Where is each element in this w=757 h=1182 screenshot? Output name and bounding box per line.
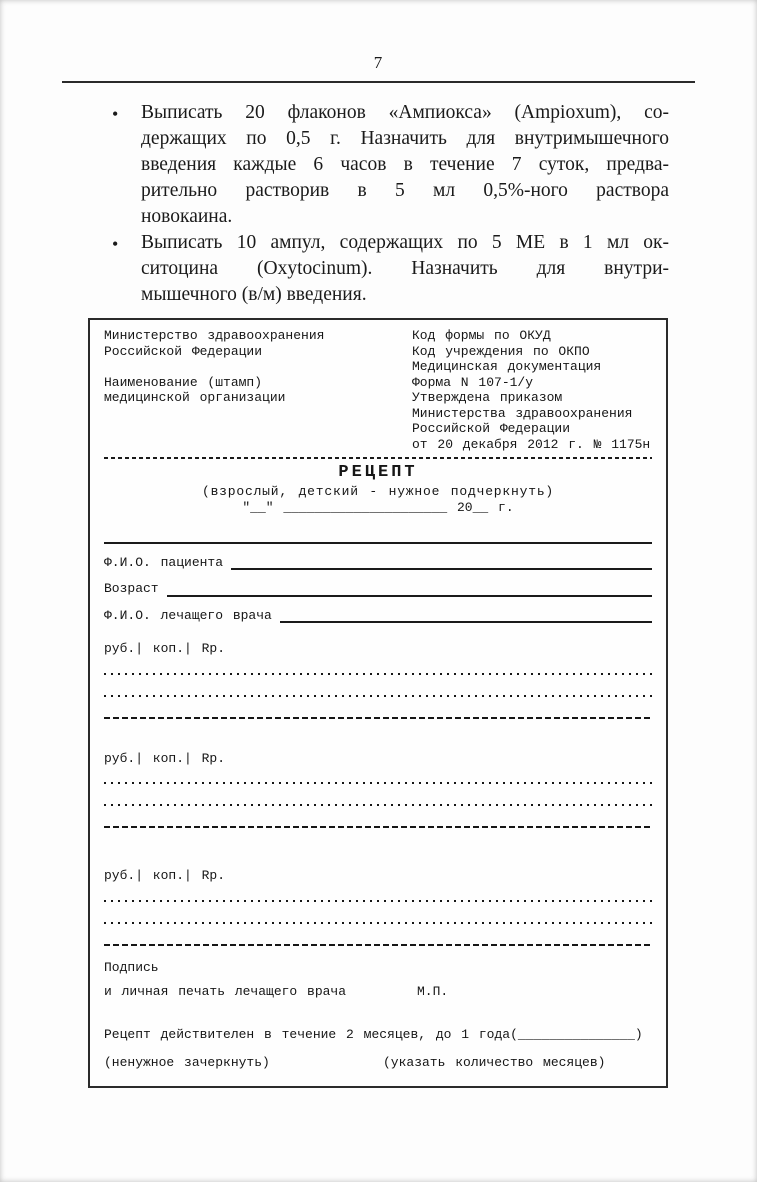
stamp-placeholder: М.П.	[417, 984, 449, 999]
rp-label: руб.| коп.| Rp.	[104, 641, 226, 656]
prescription-form	[88, 318, 668, 1088]
form-header-left	[104, 328, 412, 452]
validity-notes-row	[104, 1055, 652, 1071]
patient-name-field	[104, 555, 652, 571]
text-line: рительно растворив в 5 мл 0,5%-ного раствора	[141, 180, 669, 201]
bullet-icon: •	[112, 104, 119, 124]
dotted-write-line	[104, 900, 652, 902]
bullet-icon: •	[112, 234, 119, 254]
form-header-right	[412, 328, 652, 452]
exercise-list	[112, 100, 669, 308]
date-field: "__" _____________________ 20__ г.	[242, 500, 514, 515]
text-line: новокаина.	[141, 206, 233, 227]
doctor-stamp-row	[104, 984, 652, 1000]
text-line: ситоцина (Oxytocinum). Назначить для внутри-	[141, 258, 669, 279]
dotted-write-line	[104, 922, 652, 924]
header-rule	[62, 81, 695, 83]
rp-section-3	[104, 868, 652, 946]
text-line: введения каждые 6 часов в течение 7 суток, предва-	[141, 154, 669, 175]
header-line: Медицинская документация	[412, 359, 602, 374]
dashed-separator	[104, 457, 652, 459]
dashed-separator	[104, 717, 652, 719]
dotted-write-line	[104, 673, 652, 675]
doctor-name-field	[104, 608, 652, 624]
header-line: Российской Федерации	[412, 421, 571, 436]
dashed-separator	[104, 944, 652, 946]
patient-name-underline	[231, 566, 652, 570]
header-line: Министерство здравоохранения	[104, 328, 325, 343]
header-line: Утверждена приказом	[412, 390, 563, 405]
months-count-note: (указать количество месяцев)	[383, 1055, 606, 1070]
header-line: медицинской организации	[104, 390, 286, 405]
text-line: держащих по 0,5 г. Назначить для внутримышечного	[141, 128, 669, 149]
header-line: Форма N 107-1/у	[412, 374, 534, 390]
dashed-separator	[104, 826, 652, 828]
text-line: мышечного (в/м) введения.	[141, 284, 367, 305]
rp-label: руб.| коп.| Rp.	[104, 750, 226, 766]
dotted-write-line	[104, 695, 652, 697]
rp-section-1	[104, 641, 652, 719]
header-line: Код формы по ОКУД	[412, 328, 551, 343]
exercise-text	[141, 230, 669, 308]
age-label: Возраст	[104, 581, 159, 596]
header-line: Министерства здравоохранения	[412, 405, 633, 421]
header-line: Российской Федерации	[104, 343, 263, 359]
doctor-name-label: Ф.И.О. лечащего врача	[104, 607, 272, 623]
header-line: Наименование (штамп)	[104, 374, 263, 390]
age-underline	[167, 593, 652, 597]
rp-section-2	[104, 751, 652, 829]
header-line	[104, 359, 412, 375]
blank-write-line	[104, 542, 652, 544]
page-number: 7	[373, 53, 384, 72]
patient-name-label: Ф.И.О. пациента	[104, 554, 224, 570]
form-title: РЕЦЕПТ	[338, 463, 418, 482]
text-line: Выписать 10 ампул, содержащих по 5 МЕ в 1 мл ок-	[141, 232, 669, 253]
text-line: Выписать 20 флаконов «Ампиокса» (Ampioxum), со-	[141, 102, 669, 123]
signature-label: Подпись	[104, 959, 159, 975]
doctor-stamp-label: и личная печать лечащего врача	[104, 984, 347, 999]
strike-out-note: (ненужное зачеркнуть)	[104, 1055, 270, 1070]
doctor-name-underline	[280, 619, 652, 623]
header-line: Код учреждения по ОКПО	[412, 343, 590, 359]
rp-label: руб.| коп.| Rp.	[104, 868, 226, 883]
form-header	[104, 328, 652, 452]
validity-statement: Рецепт действителен в течение 2 месяцев, до 1 года(_______________)	[104, 1026, 643, 1042]
age-field	[104, 581, 652, 597]
dotted-write-line	[104, 782, 652, 784]
dotted-write-line	[104, 804, 652, 806]
list-item	[112, 230, 669, 308]
exercise-text	[141, 100, 669, 230]
form-subtitle: (взрослый, детский - нужное подчеркнуть)	[201, 483, 555, 499]
list-item	[112, 100, 669, 230]
header-line: от 20 декабря 2012 г. № 1175н	[412, 436, 651, 452]
